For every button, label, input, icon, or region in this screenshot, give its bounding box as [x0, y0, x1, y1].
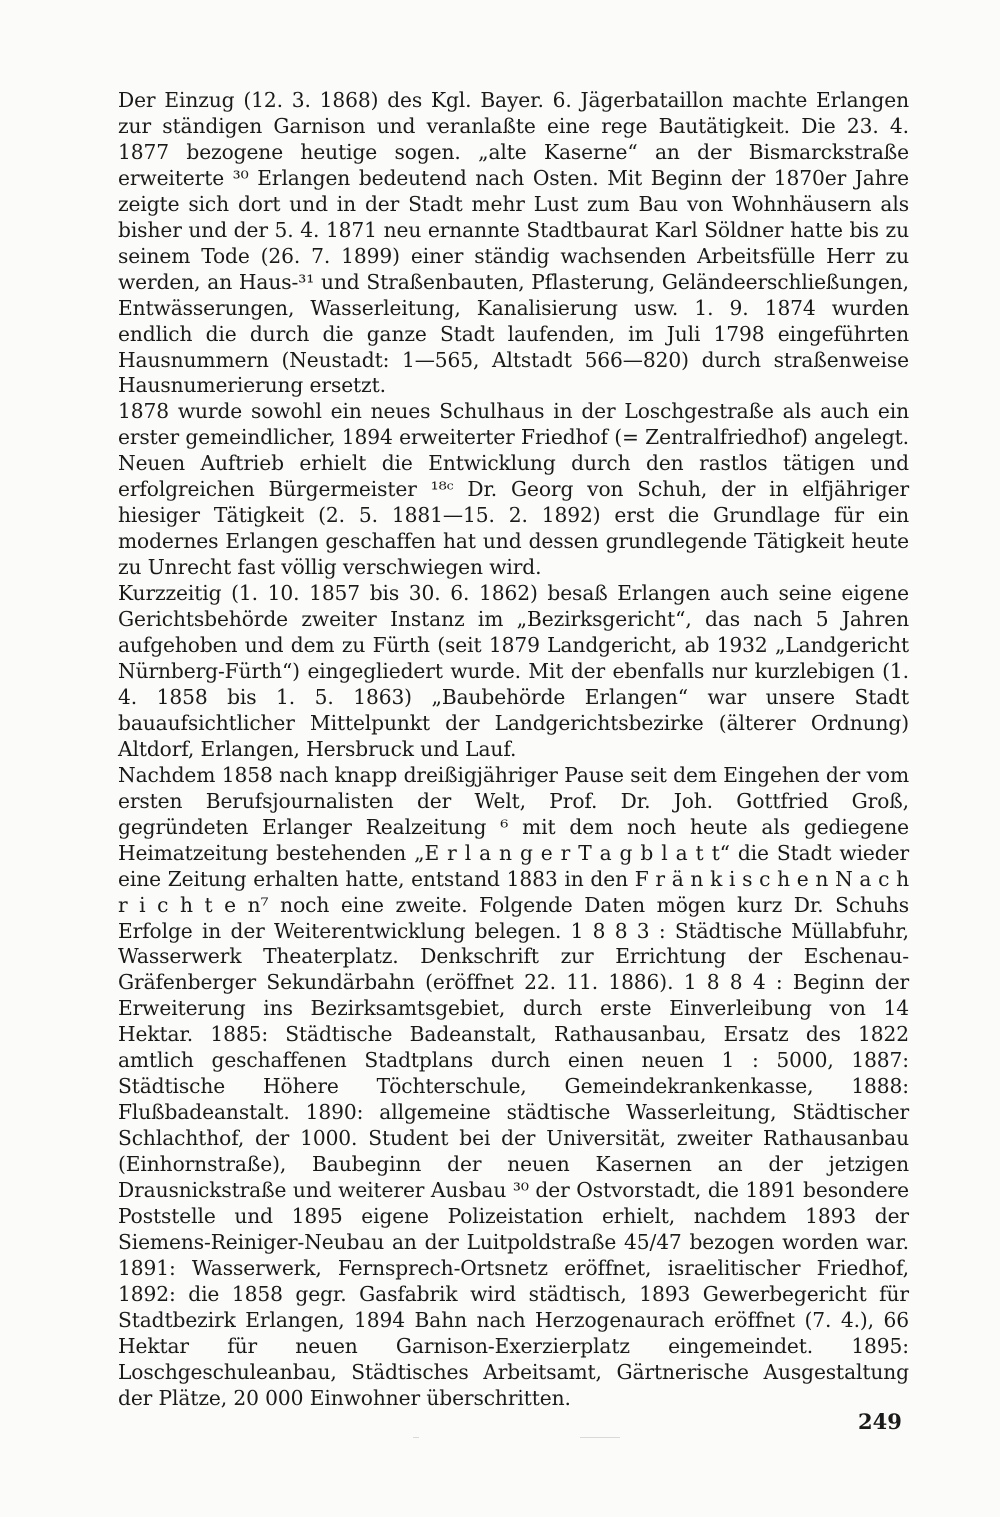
- scan-mark: [580, 1437, 620, 1438]
- body-text: [118, 88, 909, 1412]
- paragraph-zeitungen-chronik: Nachdem 1858 nach knapp dreißigjähriger Pause seit dem Eingehen der vom ersten Berufsjournalisten der Welt, Prof. Dr. Joh. Gottfried Groß, gegründeten Erlanger Realzeitung ⁶ mit dem noch heute als gediegene Heimatzeitung bestehenden „E r l a n g e r T a g b l a t t“ die Stadt wieder eine Zeitung erhalten hatte, entstand 1883 in den F r ä n k i s c h e n N a c h r i c h t e n⁷ noch eine zweite. Folgende Daten mögen kurz Dr. Schuhs Erfolge in der Weiterentwicklung belegen. 1 8 8 3 : Städtische Müllabfuhr, Wasserwerk Theaterplatz. Denkschrift zur Errichtung der Eschenau-Gräfenberger Sekundärbahn (eröffnet 22. 11. 1886). 1 8 8 4 : Beginn der Erweiterung ins Bezirksamtsgebiet, durch erste Einverleibung von 14 Hektar. 1885: Städtische Badeanstalt, Rathausanbau, Ersatz des 1822 amtlich geschaffenen Stadtplans durch einen neuen 1 : 5000, 1887: Städtische Höhere Töchterschule, Gemeindekrankenkasse, 1888: Flußbadeanstalt. 1890: allgemeine städtische Wasserleitung, Städtischer Schlachthof, der 1000. Student bei der Universität, zweiter Rathausanbau (Einhornstraße), Baubeginn der neuen Kasernen an der jetzigen Drausnickstraße und weiterer Ausbau ³⁰ der Ostvorstadt, die 1891 besondere Poststelle und 1895 eigene Polizeistation erhielt, nachdem 1893 der Siemens-Reiniger-Neubau an der Luitpoldstraße 45/47 bezogen worden war. 1891: Wasserwerk, Fernsprech-Ortsnetz eröffnet, israelitischer Friedhof, 1892: die 1858 gegr. Gasfabrik wird städtisch, 1893 Gewerbegericht für Stadtbezirk Erlangen, 1894 Bahn nach Herzogenaurach eröffnet (7. 4.), 66 Hektar für neuen Garnison-Exerzierplatz eingemeindet. 1895: Loschgeschuleanbau, Städtisches Arbeitsamt, Gärtnerische Ausgestaltung der Plätze, 20 000 Einwohner überschritten.: [118, 762, 909, 1410]
- paragraph-bezirksgericht: Kurzzeitig (1. 10. 1857 bis 30. 6. 1862) besaß Erlangen auch seine eigene Gerichtsbehörde zweiter Instanz im „Bezirksgericht“, das nach 5 Jahren aufgehoben und dem zu Fürth (seit 1879 Landgericht, ab 1932 „Landgericht Nürnberg-Fürth“) eingegliedert wurde. Mit der ebenfalls nur kurzlebigen (1. 4. 1858 bis 1. 5. 1863) „Baubehörde Erlangen“ war unsere Stadt bauaufsichtlicher Mittelpunkt der Landgerichtsbezirke (älterer Ordnung) Altdorf, Erlangen, Hersbruck und Lauf.: [118, 581, 909, 761]
- scan-mark: [413, 1437, 419, 1438]
- page-number: 249: [858, 1409, 902, 1434]
- paragraph-kaserne-stadtbaurat: Der Einzug (12. 3. 1868) des Kgl. Bayer. 6. Jägerbataillon machte Erlangen zur ständigen Garnison und veranlaßte eine rege Bautätigkeit. Die 23. 4. 1877 bezogene heutige sogen. „alte Kaserne“ an der Bismarckstraße erweiterte ³⁰ Erlangen bedeutend nach Osten. Mit Beginn der 1870er Jahre zeigte sich dort und in der Stadt mehr Lust zum Bau von Wohnhäusern als bisher und der 5. 4. 1871 neu ernannte Stadtbaurat Karl Söldner hatte bis zu seinem Tode (26. 7. 1899) einer ständig wachsenden Arbeitsfülle Herr zu werden, an Haus-³¹ und Straßenbauten, Pflasterung, Geländeerschließungen, Entwässerungen, Wasserleitung, Kanalisierung usw. 1. 9. 1874 wurden endlich die durch die ganze Stadt laufenden, im Juli 1798 eingeführten Hausnummern (Neustadt: 1—565, Altstadt 566—820) durch straßenweise Hausnumerierung ersetzt.: [118, 88, 909, 398]
- paragraph-schulhaus-buergermeister: 1878 wurde sowohl ein neues Schulhaus in der Loschgestraße als auch ein erster gemeindlicher, 1894 erweiterter Friedhof (= Zentralfriedhof) angelegt. Neuen Auftrieb erhielt die Entwicklung durch den rastlos tätigen und erfolgreichen Bürgermeister ¹⁸ᶜ Dr. Georg von Schuh, der in elfjähriger hiesiger Tätigkeit (2. 5. 1881—15. 2. 1892) erst die Grundlage für ein modernes Erlangen geschaffen hat und dessen grundlegende Tätigkeit heute zu Unrecht fast völlig verschwiegen wird.: [118, 399, 909, 580]
